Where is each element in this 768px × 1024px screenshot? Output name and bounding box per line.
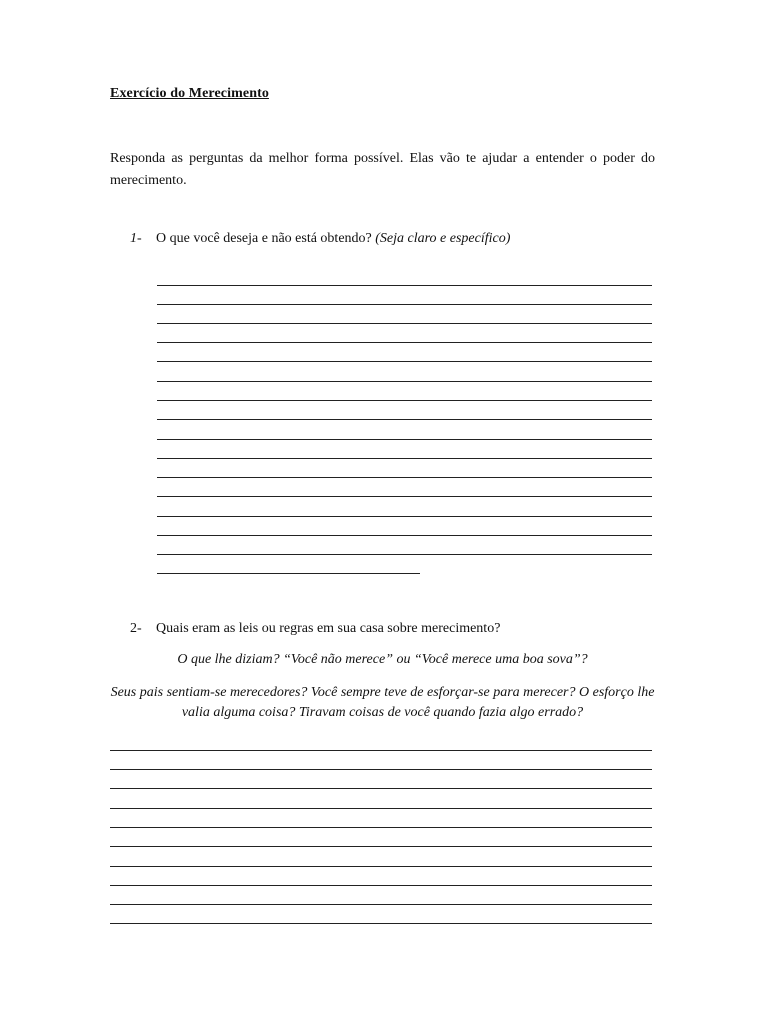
answer-line[interactable] bbox=[157, 361, 652, 362]
answer-line[interactable] bbox=[110, 846, 652, 847]
answer-line[interactable] bbox=[110, 885, 652, 886]
answer-line[interactable] bbox=[157, 419, 652, 420]
answer-line[interactable] bbox=[110, 866, 652, 867]
question-2-number: 2- bbox=[130, 621, 142, 636]
answer-line[interactable] bbox=[157, 458, 652, 459]
answer-line[interactable] bbox=[110, 769, 652, 770]
question-2-text: Quais eram as leis ou regras em sua casa sobre merecimento? bbox=[156, 621, 501, 636]
answer-line[interactable] bbox=[110, 750, 652, 751]
answer-line[interactable] bbox=[157, 381, 652, 382]
answer-line[interactable] bbox=[157, 554, 652, 555]
answer-line[interactable] bbox=[157, 496, 652, 497]
question-2 bbox=[130, 621, 500, 637]
answer-line[interactable] bbox=[157, 304, 652, 305]
document-title: Exercício do Merecimento bbox=[110, 86, 269, 101]
answer-line[interactable] bbox=[157, 439, 652, 440]
answer-line[interactable] bbox=[157, 535, 652, 536]
answer-line[interactable] bbox=[110, 904, 652, 905]
answer-line[interactable] bbox=[110, 923, 652, 924]
answer-line[interactable] bbox=[110, 788, 652, 789]
answer-line[interactable] bbox=[157, 400, 652, 401]
question-2-subquestion-1: O que lhe diziam? “Você não merece” ou “Você merece uma boa sova”? bbox=[177, 652, 588, 667]
answer-line[interactable] bbox=[157, 516, 652, 517]
answer-line[interactable] bbox=[110, 808, 652, 809]
answer-line[interactable] bbox=[157, 477, 652, 478]
answer-line[interactable] bbox=[157, 285, 652, 286]
answer-line[interactable] bbox=[157, 342, 652, 343]
question-1-number: 1- bbox=[130, 231, 142, 246]
answer-line[interactable] bbox=[157, 573, 420, 574]
intro-paragraph: Responda as perguntas da melhor forma possível. Elas vão te ajudar a entender o poder do merecimento. bbox=[110, 151, 655, 188]
answer-line[interactable] bbox=[157, 323, 652, 324]
question-1-text: O que você deseja e não está obtendo? bbox=[156, 231, 372, 246]
question-2-subquestion-2: Seus pais sentiam-se merecedores? Você sempre teve de esforçar-se para merecer? O esforço lhe valia alguma coisa? Tiravam coisas de você quando fazia algo errado? bbox=[110, 685, 655, 720]
question-1-hint: (Seja claro e específico) bbox=[375, 231, 511, 246]
question-1 bbox=[130, 231, 510, 247]
answer-line[interactable] bbox=[110, 827, 652, 828]
